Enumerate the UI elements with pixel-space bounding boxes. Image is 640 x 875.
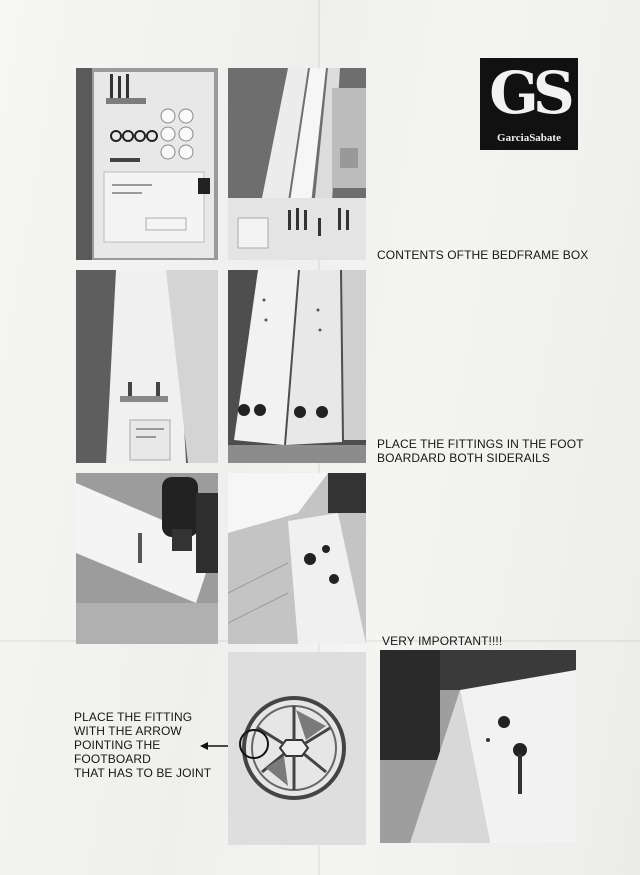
photo-panel-corner bbox=[228, 473, 366, 644]
caption-line: CONTENTS OFTHE BEDFRAME BOX bbox=[377, 248, 589, 262]
caption-line: FOOTBOARD bbox=[74, 752, 151, 766]
caption-line: WITH THE ARROW bbox=[74, 724, 182, 738]
logo-monogram: GS bbox=[489, 59, 569, 127]
hardware-pieces-icon bbox=[76, 68, 218, 260]
caption-line: POINTING THE bbox=[74, 738, 161, 752]
footboard-holes-icon bbox=[228, 270, 366, 463]
photo-box-contents-panels bbox=[228, 68, 366, 260]
caption-line: PLACE THE FITTING bbox=[74, 710, 193, 724]
photo-round-fitting bbox=[228, 652, 366, 845]
photo-drilling bbox=[76, 473, 218, 644]
drill-icon bbox=[76, 473, 218, 644]
photo-siderail-fittings bbox=[76, 270, 218, 463]
logo-brand-name: GarciaSabate bbox=[497, 132, 561, 144]
joint-closeup-icon bbox=[380, 650, 576, 843]
caption-arrow-note bbox=[74, 710, 211, 780]
photo-box-contents-hardware bbox=[76, 68, 218, 260]
caption-line: THAT HAS TO BE JOINT bbox=[74, 766, 212, 780]
caption-very-important bbox=[382, 634, 502, 648]
siderail-icon bbox=[76, 270, 218, 463]
garcia-sabate-logo bbox=[480, 58, 578, 150]
caption-fittings bbox=[377, 437, 584, 465]
photo-footboard-holes bbox=[228, 270, 366, 463]
caption-box-contents bbox=[377, 248, 588, 262]
caption-line: VERY IMPORTANT!!!! bbox=[382, 634, 503, 648]
caption-line: BOARDARD BOTH SIDERAILS bbox=[377, 451, 551, 465]
bed-panels-icon bbox=[228, 68, 366, 260]
round-fitting-icon bbox=[228, 652, 366, 845]
panel-corner-icon bbox=[228, 473, 366, 644]
caption-line: PLACE THE FITTINGS IN THE FOOT bbox=[377, 437, 584, 451]
photo-joint-closeup bbox=[380, 650, 576, 843]
